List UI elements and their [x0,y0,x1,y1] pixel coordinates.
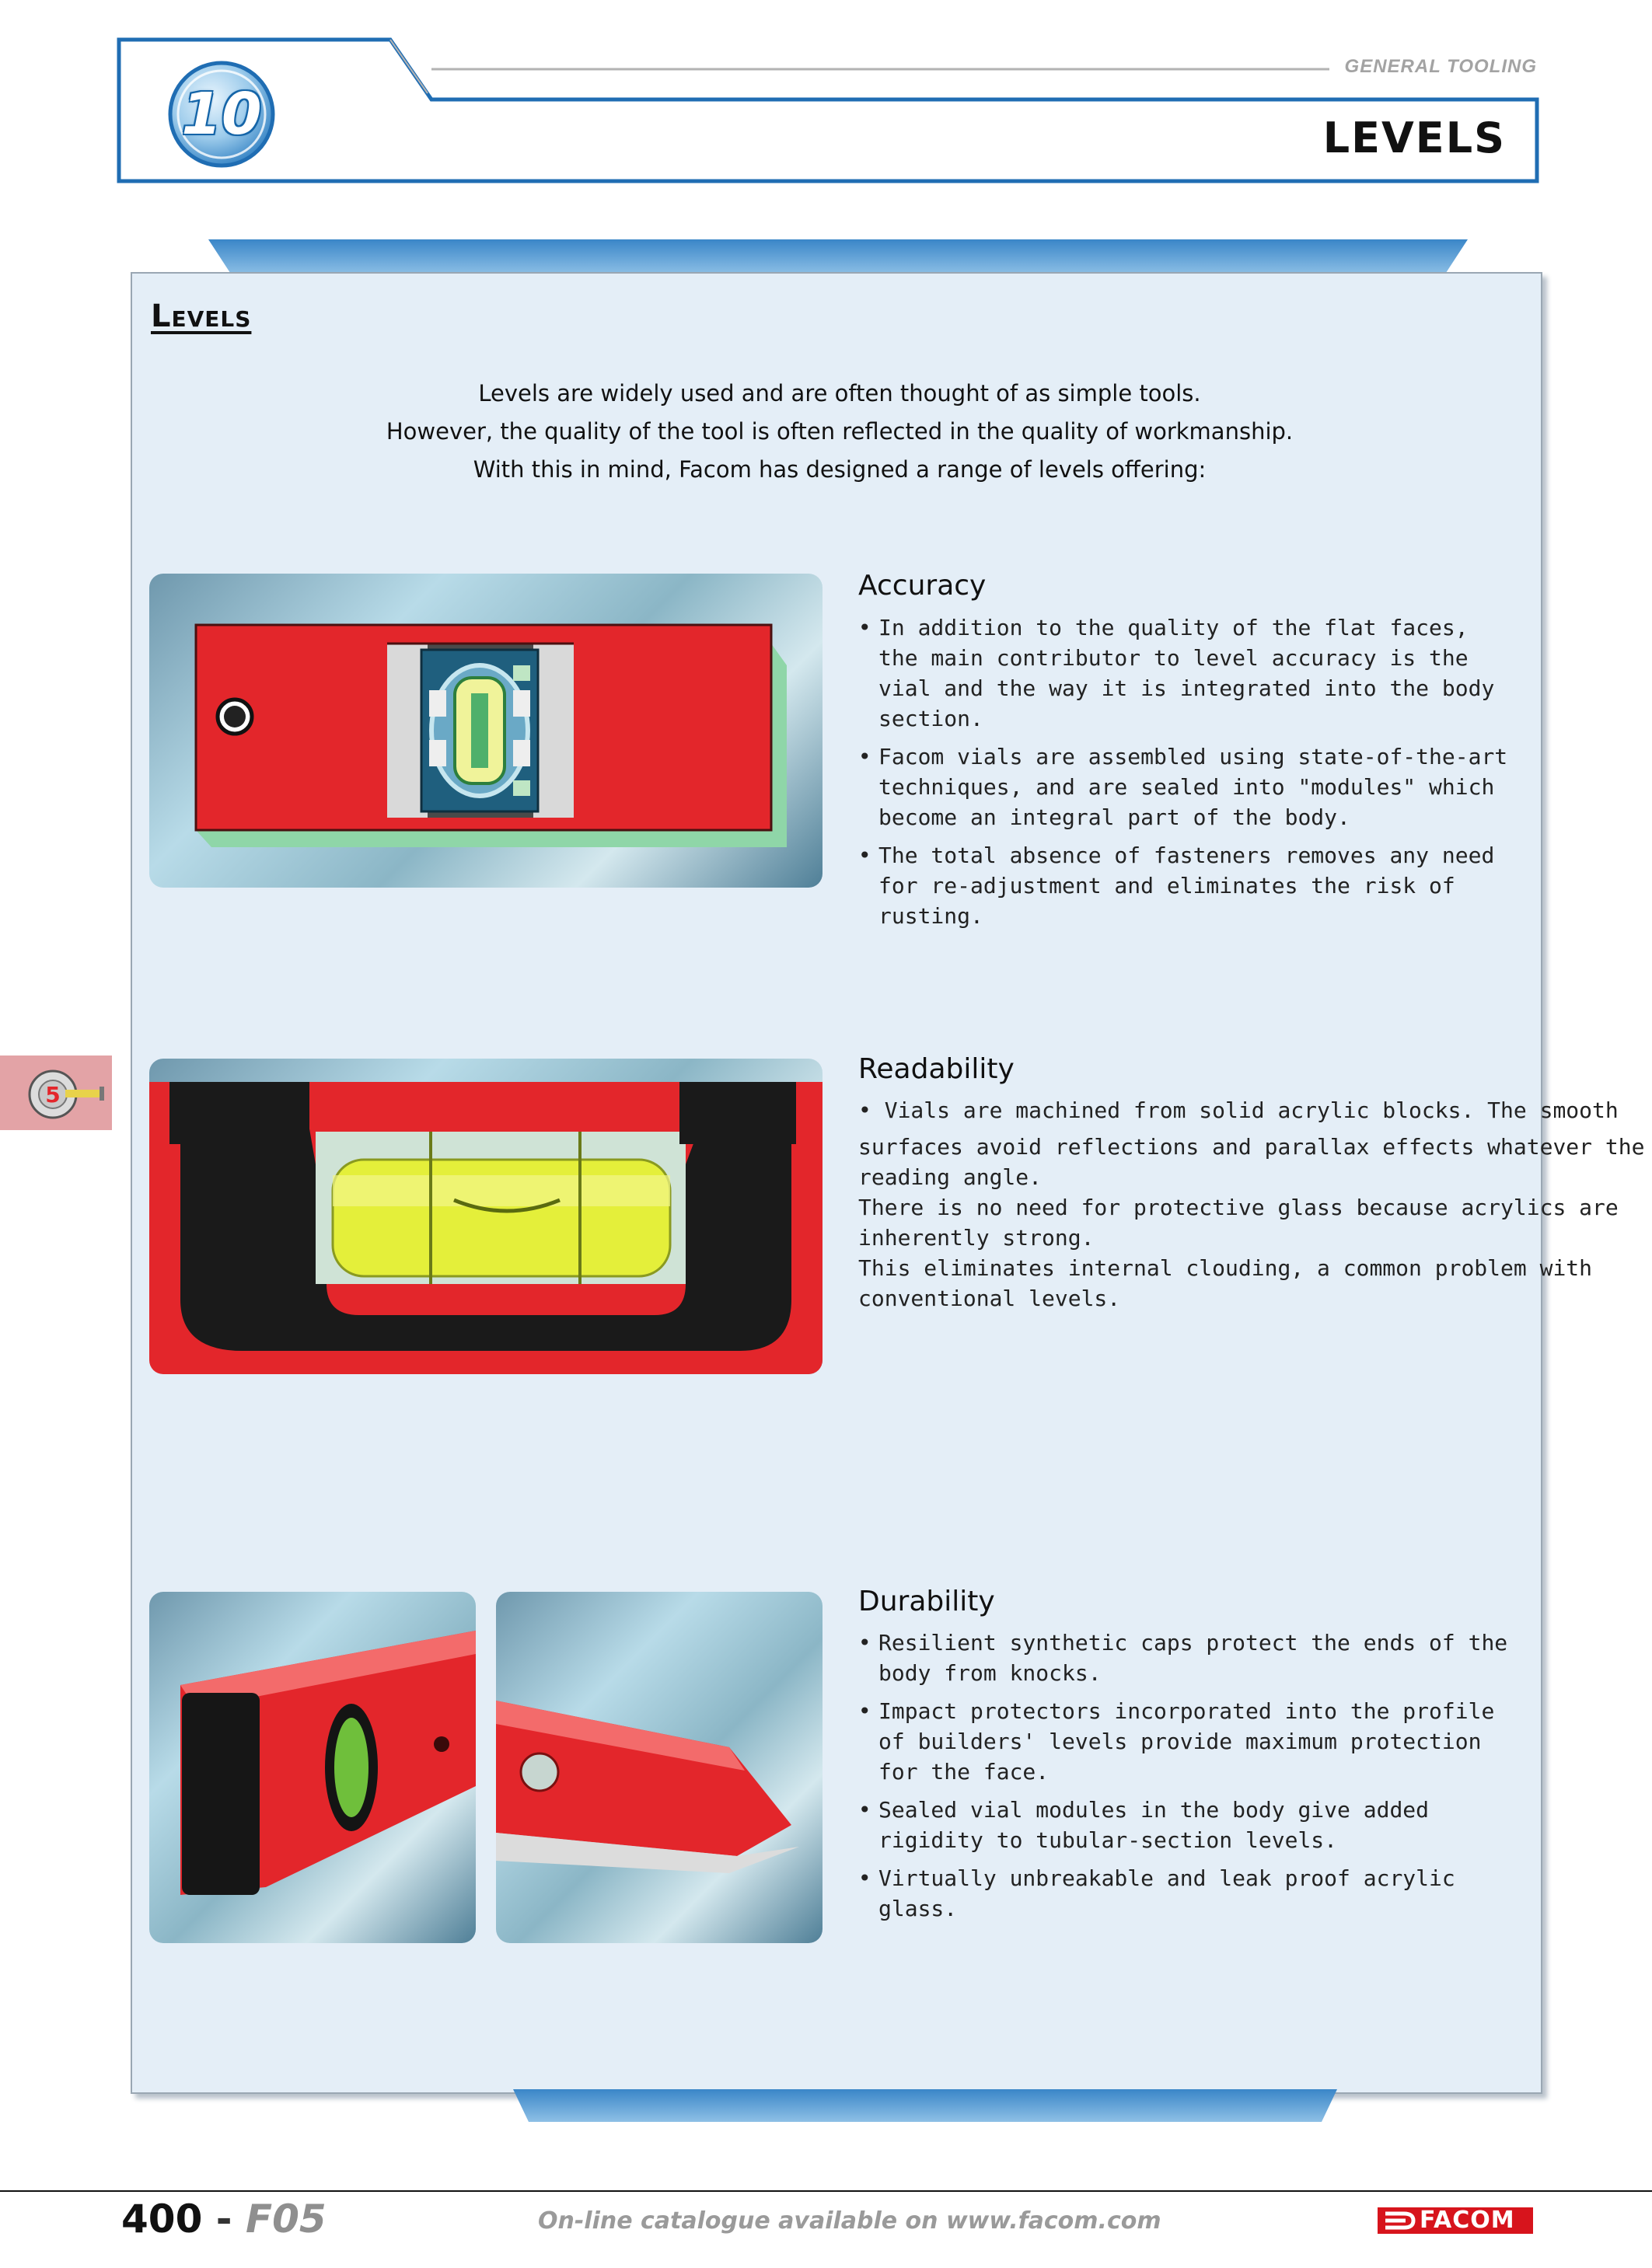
impact-profile-illustration [496,1592,823,1943]
list-item: • In addition to the quality of the flat faces, the main contributor to level accuracy is the vial and the way it is integrated into the body section. [858,612,1519,734]
list-item: • Sealed vial modules in the body give added rigidity to tubular-section levels. [858,1795,1519,1855]
facom-logo-text: FACOM [1420,2207,1515,2234]
section-label: GENERAL TOOLING [1344,56,1537,77]
page-number-separator: - [215,2196,232,2242]
text-line: reading angle. [858,1164,1043,1190]
page-code: F05 [245,2196,327,2242]
vial-window-illustration [149,1059,823,1374]
tape-measure-icon [0,1055,112,1130]
chapter-number: 10 [181,81,262,148]
list-item: • Virtually unbreakable and leak proof acrylic glass. [858,1863,1519,1924]
accuracy-title: Accuracy [858,570,987,602]
page-number-value: 400 [121,2196,203,2242]
readability-text [858,1095,1644,1314]
intro-line: However, the quality of the tool is often reflected in the quality of workmanship. [386,418,1294,445]
page-number [121,2196,327,2242]
list-item: • Resilient synthetic caps protect the ends of the body from knocks. [858,1628,1519,1688]
text-line: There is no need for protective glass because acrylics are [858,1195,1619,1220]
online-catalogue-text[interactable]: On-line catalogue available on www.facom.com [538,2207,1161,2235]
section-heading: Levels [151,298,252,334]
accuracy-image [149,574,823,888]
durability-list [858,1628,1519,1931]
chapter-side-tab[interactable] [0,1055,112,1130]
footer-divider [0,2190,1652,2192]
accuracy-list [858,612,1519,939]
text-line: This eliminates internal clouding, a common problem with [858,1255,1593,1281]
side-tab-label: 5 [45,1082,61,1108]
intro-line: With this in mind, Facom has designed a range of levels offering: [473,456,1207,483]
end-cap-illustration [149,1592,476,1943]
text-line: • Vials are machined from solid acrylic blocks. The smooth [858,1097,1619,1123]
text-line: surfaces avoid reflections and parallax effects whatever the [858,1134,1645,1160]
readability-image [149,1059,823,1374]
facom-logo-mark-icon [1381,2207,1421,2234]
text-line: inherently strong. [858,1225,1095,1251]
list-item: • Impact protectors incorporated into the profile of builders' levels provide maximum protection for the face. [858,1696,1519,1787]
durability-image-caps [149,1592,476,1943]
panel-top-tab [208,239,1468,275]
readability-title: Readability [858,1053,1015,1085]
page-title: LEVELS [1322,113,1506,162]
list-item: • The total absence of fasteners removes any need for re-adjustment and eliminates the risk of rusting. [858,840,1519,931]
intro-line: Levels are widely used and are often thought of as simple tools. [478,380,1201,406]
list-item: • Facom vials are assembled using state-of-the-art techniques, and are sealed into "modules" which become an integral part of the body. [858,741,1519,832]
vial-module-illustration [149,574,823,888]
durability-image-profile [496,1592,823,1943]
panel-bottom-tab [513,2089,1337,2122]
durability-title: Durability [858,1586,995,1617]
intro-text [233,375,1446,489]
text-line: conventional levels. [858,1286,1121,1311]
